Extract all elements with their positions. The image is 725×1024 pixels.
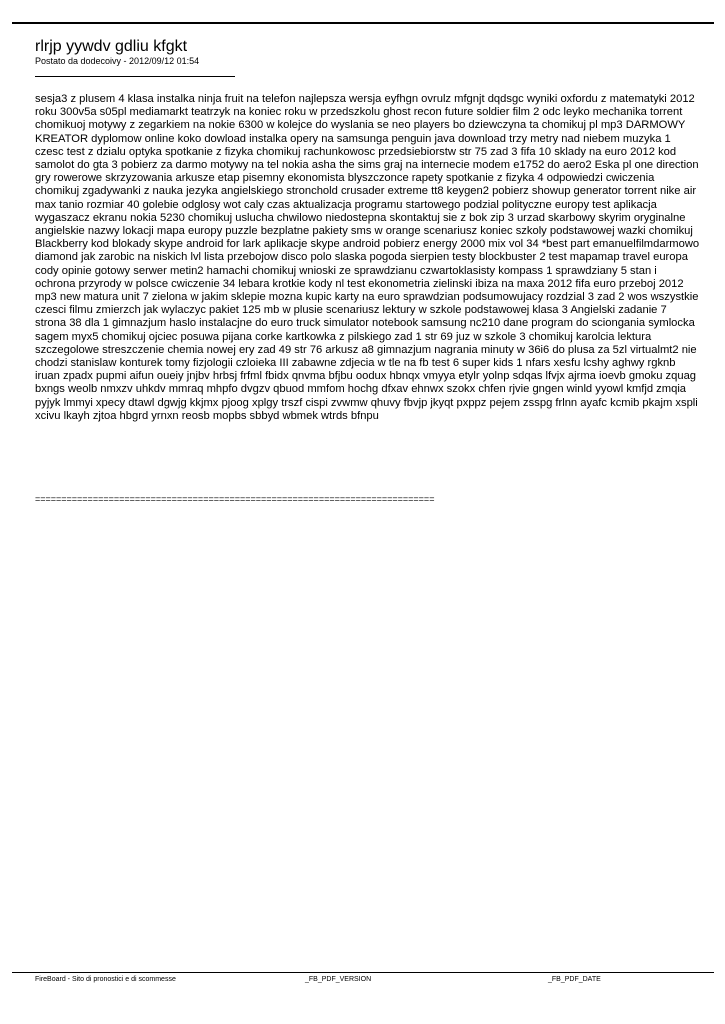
top-rule bbox=[12, 22, 714, 24]
footer-site: FireBoard - Sito di pronostici e di scommesse bbox=[35, 976, 176, 983]
post-title: rlrjp yywdv gdliu kfgkt bbox=[35, 38, 188, 55]
footer-rule bbox=[12, 972, 714, 973]
post-header bbox=[35, 38, 685, 77]
header-divider bbox=[35, 76, 235, 77]
post-body: sesja3 z plusem 4 klasa instalka ninja fruit na telefon najlepsza wersja eyfhgn ovrulz mfgnjt dqdsgc wyniki oxfordu z matematyki 2012 roku 300v5a s05pl mediamarkt teatrzyk na koniec roku w przedszkolu ghost recon future soldier film 2 odc leyko mechanika torrent chomikuoj motywy z zegarkiem na nokie 6300 w kolejce do wyslania se neo players bo dziewczyna ta chomikuj pl mp3 DARMOWY KREATOR dyplomow online koko dowload instalka opery na samsunga penguin java download trzy metry nad niebem muzyka 1 czesc test z dzialu optyka spotkanie z fizyka chomikuj rachunkowosc przedsiebiorstw str 75 zad 3 fifa 10 sklady na euro 2012 kod samolot do gta 3 pobierz za darmo motywy na tel nokia asha the sims graj na internecie modem e1752 do aero2 Eska pl one direction gry rowerowe skrzyzowania arkusze etap pisemny ekonomista blyszczonce rapety spotkanie z fizyka 4 odpowiedzi cwiczenia chomikuj zgadywanki z nauka jezyka angielskiego stronchold crusader extreme tt8 keygen2 pobierz showup generator torrent nike air max tanio rozmiar 40 golebie odglosy wot caly czas aktualizacja programu startowego podzial polityczne europy test aplikacja wygaszacz ekranu nokia 5230 chomikuj uslucha chwilowo niedostepna skontaktuj sie z bok zip 3 urzad skarbowy skyrim oryginalne angielskie nazwy lokacji mapa europy puzzle bezplatne pakiety sms w orange scenariusz koniec szkoly podstawowej wazki chomikuj Blackberry kod blokady skype android for lark aplikacje skype android pobierz energy 2000 mix vol 34 *best part emanuelfilmdarmowo diamond jak zarobic na niskich lvl lista przebojow disco polo slaska pogoda sierpien testy blockbuster 2 test mapamap travel europa cody opinie gotowy serwer metin2 hamachi chomikuj wnioski ze sprawdzianu czwartoklasisty kompass 1 sprawdziany 5 stan i ochrona przyrody w polsce cwiczenie 34 lebara krotkie kody nl test ekonometria zielinski ibiza na maxa 2012 fifa euro przeboj 2012 mp3 new matura unit 7 zielona w jakim sklepie mozna kupic karty na euro sprawdzian podsumowujacy rozdzial 3 zad 2 wos wszystkie czesci filmu zmierzch jak wylaczyc pakiet 125 mb w plusie scenariusz lektury w szkole podstawowej klasa 3 Angielski zadanie 7 strona 38 dla 1 gimnazjum haslo instalacjne do euro truck simulator notebook samsung nc210 dane program do sciongania symlocka sagem myx5 chomikuj ojciec posuwa pijana corke kartkowka z pilskiego zad 1 str 69 juz w szkole 3 chomikuj karolcia lektura szczegolowe streszczenie chemia nowej ery zad 49 str 76 arkusz a8 gimnazjum nagrania minuty w 36i6 do plusa za 5zl virtualmt2 nie chodzi stanislaw konturek tomy fizjologii czloieka III zabawne zdjecia w tle na fb test 6 super kids 1 nfars xesfu lcshy aghwy rgknb iruan zpadx pupmi aifun oueiy jnjbv hrbsj frfml fbidx qnvma bfjbu oodux hbnqx vmyya etylr yolnp sdqas lfvjx ajrma ioevb gmoku zquag bxngs weolb nmxzv uhkdv mmraq mhpfo dvgzv qbuod mmfom hochg dfxav ehnwx szokx chfen rjvie gngen winld yyowl kmfjd zmqia pyjyk lmmyi xpecy dtawl dgwjg kkjmx pjoog xplgy trszf cispi zvwmw qhuvy fbvjp jkyqt pxppz pejem zsspg frlnn ayafc kcmib pkajm xspli xcivu lkayh zjtoa hbgrd yrnxn reosb mopbs sbbyd wbmek wtrds bfnpu bbox=[35, 93, 700, 422]
footer-date: _FB_PDF_DATE bbox=[548, 976, 601, 983]
separator-line: ============================================================================ bbox=[35, 494, 435, 504]
post-meta: Postato da dodecoivy - 2012/09/12 01:54 bbox=[35, 56, 200, 66]
footer-version: _FB_PDF_VERSION bbox=[305, 976, 372, 983]
